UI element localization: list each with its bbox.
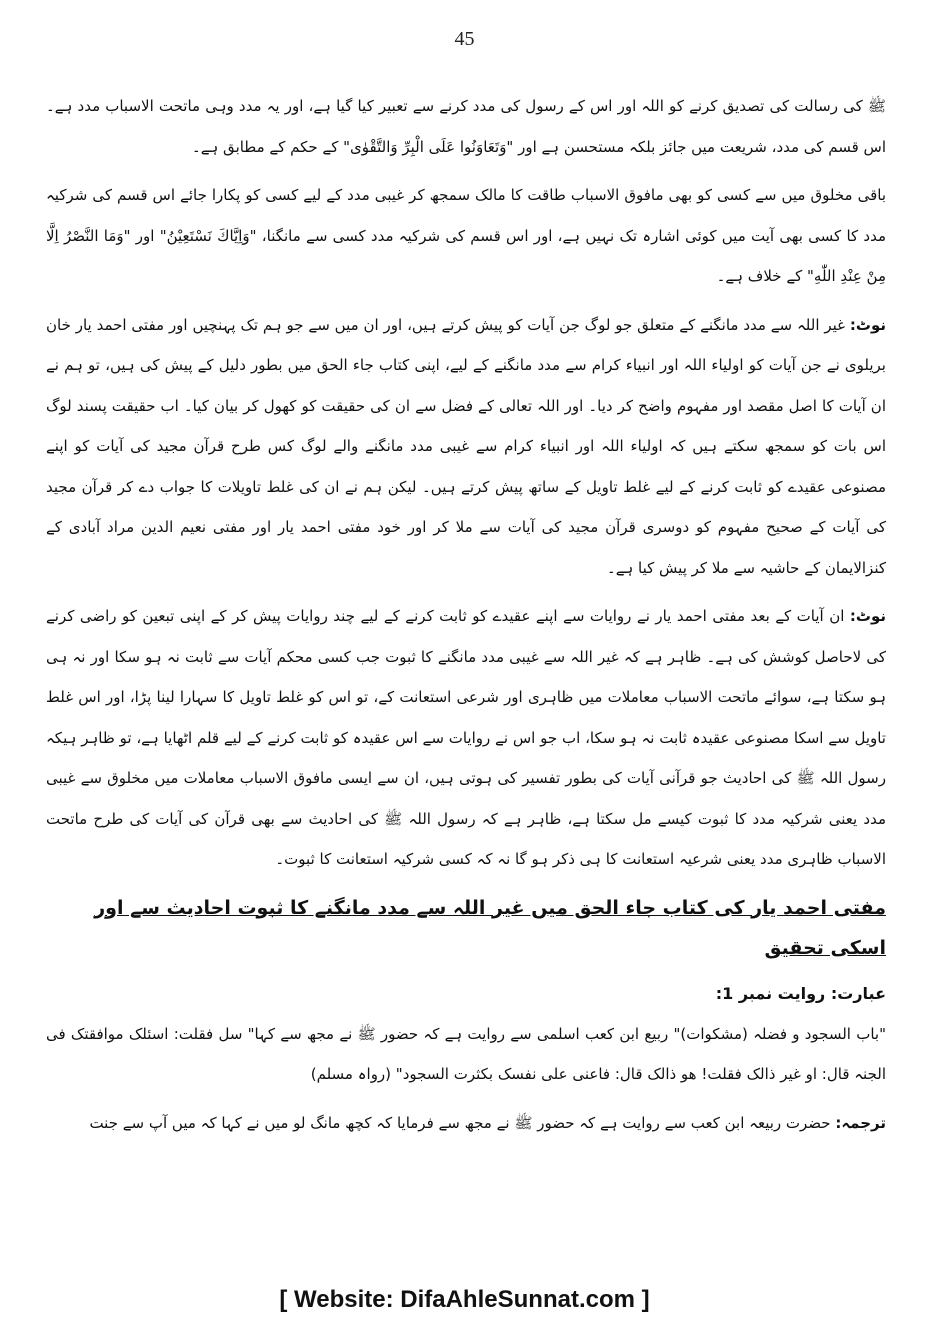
note-2 [46, 596, 886, 880]
ibarat-line [46, 974, 886, 1014]
page-number: 45 [454, 28, 475, 50]
note-1-text: غیر اللہ سے مدد مانگنے کے متعلق جو لوگ جن آیات کو پیش کرتے ہیں، اور ان میں سے جو ہم تک پہنچیں اور مفتی احمد یار خان بریلوی نے جن آیات کو اولیاء اللہ اور انبیاء کرام سے مدد مانگنے کے لیے، اپنی کتاب جاء الحق میں بطور دلیل کے پیش کی ہیں، تو ہم نے ان آیات کا اصل مقصد اور مفہوم واضح کر دیا۔ اور اللہ تعالی کے فضل سے ان کی حقیقت کو کھول کر بیان کیا۔ اب حقیقت پسند لوگ اس بات کو سمجھ سکتے ہیں کہ اولیاء اللہ اور انبیاء کرام سے غیبی مدد مانگنے والے لوگ کس طرح قرآن مجید کی آیات کو اپنے مصنوعی عقیدے کو ثابت کرنے کے لیے غلط تاویل کے ساتھ پیش کرتے ہیں۔ لیکن ہم نے ان کی غلط تاویلات کا جواب دے کر قرآن مجید کی آیات کے صحیح مفہوم کو دوسری قرآن مجید کی آیات سے ملا کر اور خود مفتی احمد یار اور مفتی نعیم الدین مراد آبادی کے کنزالایمان کے حاشیہ سے ملا کر پیش کیا ہے۔ [46, 315, 886, 577]
translation-text: حضرت ربیعہ ابن کعب سے روایت ہے کہ حضور ﷺ نے مجھ سے فرمایا کہ کچھ مانگ لو میں نے کہا کہ میں آپ سے جنت [89, 1113, 831, 1132]
note-2-text: ان آیات کے بعد مفتی احمد یار نے روایات سے اپنے عقیدے کو ثابت کرنے کے لیے چند روایات پیش کر کے اپنی تبعین کو راضی کرنے کی لاحاصل کوشش کی ہے۔ ظاہر ہے کہ غیر اللہ سے غیبی مدد مانگنے کا ثبوت جب کسی محکم آیات سے ثابت نہ ہو سکا اور نہ ہی ہو سکتا ہے، سوائے ماتحت الاسباب معاملات میں ظاہری اور شرعی استعانت کے، تو اس کو غلط تاویل کا سہارا لینا پڑا، اور اس غلط تاویل سے اسکا مصنوعی عقیدہ ثابت نہ ہو سکا، اب جو اس نے روایات سے اس عقیدہ کو ثابت کرنے کے لیے قلم اٹھایا ہے، تو ظاہر ہیکہ رسول اللہ ﷺ کی احادیث جو قرآنی آیات کی بطور تفسیر کی ہوتی ہیں، ان سے ایسی مافوق الاسباب معاملات میں مخلوق سے غیبی مدد یعنی شرکیہ مدد کا ثبوت کیسے مل سکتا ہے، ظاہر ہے کہ رسول اللہ ﷺ کی احادیث سے بھی قرآن کی آیات کی طرح ماتحت الاسباب ظاہری مدد یعنی شرعیہ استعانت کا ہی ذکر ہو گا نہ کہ کسی شرکیہ استعانت کا ثبوت۔ [46, 607, 886, 868]
translation [46, 1103, 886, 1144]
ibarat-label: عبارت: [830, 983, 886, 1003]
paragraph-1: ﷺ کی رسالت کی تصدیق کرنے کو اللہ اور اس کے رسول کی مدد کرنے سے تعبیر کیا گیا ہے، اور یہ مدد وہی ماتحت الاسباب مدد ہے۔ اس قسم کی مدد، شریعت میں جائز بلکہ مستحسن ہے اور "وَتَعَاوَنُوا عَلَى الْبِرِّ وَالتَّقْوٰى" کے حکم کے مطابق ہے۔ [46, 97, 886, 156]
section-heading: مفتی احمد یار کی کتاب جاء الحق میں غیر اللہ سے مدد مانگنے کا ثبوت احادیث سے اور اسکی تحقیق [94, 896, 886, 959]
translation-label: ترجمہ: [835, 1113, 886, 1132]
ibarat-text: روایت نمبر 1: [715, 983, 826, 1003]
website-footer: [ Website: DifaAhleSunnat.com ] [279, 1286, 650, 1313]
hadith-text: "باب السجود و فضلہ (مشکوات)" ربیع ابن کعب اسلمی سے روایت ہے کہ حضور ﷺ نے مجھ سے کہا" سل فقلت: اسئلک موافقتک فی الجنہ قال: او غیر ذالک فقلت! ھو ذالک قال: فاعنی علی نفسک بکثرت السجود" (رواہ مسلم) [46, 1024, 886, 1083]
note-1-label: نوٹ: [849, 315, 886, 334]
page-body [46, 86, 886, 1151]
note-2-label: نوٹ: [849, 607, 886, 625]
paragraph-2: باقی مخلوق میں سے کسی کو بھی مافوق الاسباب طاقت کا مالک سمجھ کر غیبی مدد کے لیے کسی کو پکارا جائے اس قسم کی شرکیہ مدد کا کسی بھی آیت میں کوئی اشارہ تک نہیں ہے، اور اس قسم کی شرکیہ مدد کسی سے مانگنا، "وَاِيَّاكَ نَسْتَعِيْنُ" اور "وَمَا النَّصْرُ اِلَّا مِنْ عِنْدِ اللّٰهِ" کے خلاف ہے۔ [46, 186, 886, 285]
note-1 [46, 305, 886, 589]
